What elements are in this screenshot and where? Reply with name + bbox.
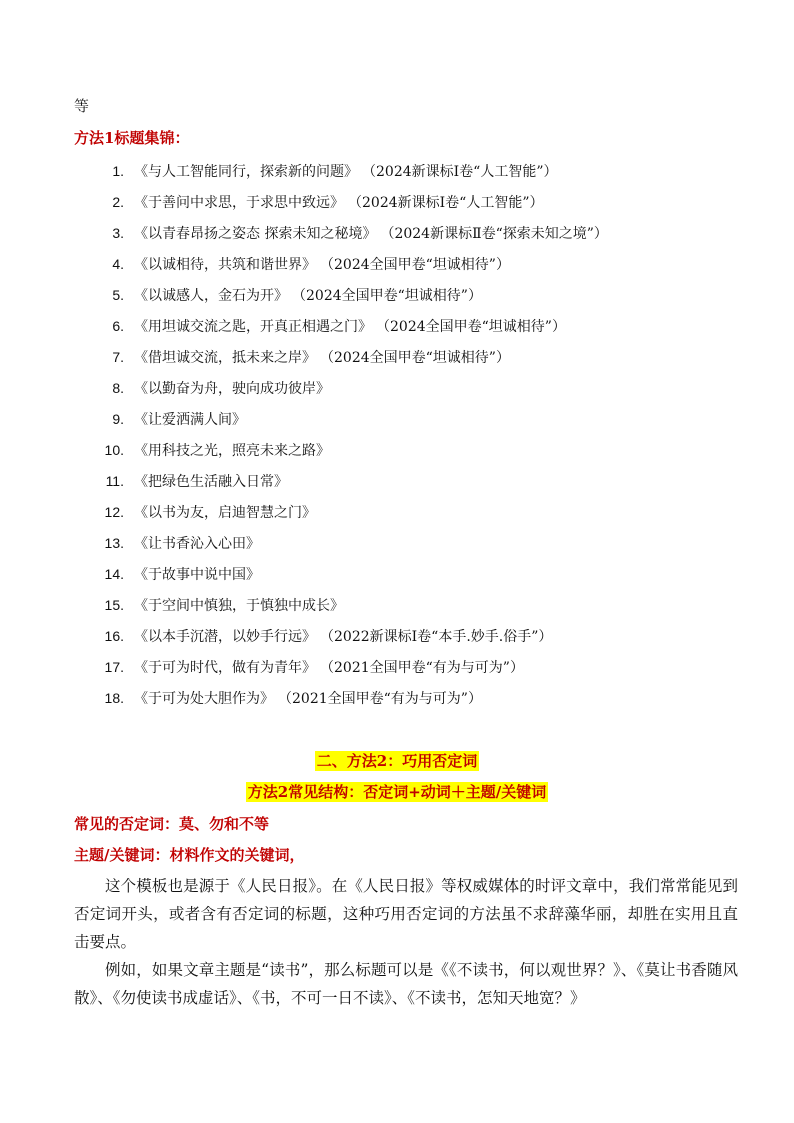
list-item-title: 《于故事中说中国》 — [134, 566, 260, 583]
list-item-title: 《于可为处大胆作为》 — [134, 690, 274, 707]
list-item-number: 6. — [112, 317, 124, 334]
negative-words-line: 常见的否定词：莫、勿和不等 — [74, 815, 270, 833]
list-item-title: 《于善问中求思，于求思中致远》 — [134, 194, 344, 211]
section2-subheading-text: 方法2常见结构：否定词+动词＋主题/关键词 — [247, 783, 547, 801]
list-item-title: 《以青春昂扬之姿态 探索未知之秘境》 — [134, 225, 377, 242]
list-item — [74, 496, 754, 527]
list-item — [74, 279, 754, 310]
list-item-title: 《以诚相待，共筑和谐世界》 — [134, 256, 316, 273]
list-item-source: （2021全国甲卷“有为与可为”） — [278, 690, 482, 707]
list-item — [74, 465, 754, 496]
list-item-number: 18. — [104, 689, 124, 706]
list-item-source: （2024全国甲卷“坦诚相待”） — [320, 349, 510, 366]
list-item-number: 7. — [112, 348, 124, 365]
list-item-title: 《以诚感人，金石为开》 — [134, 287, 288, 304]
list-item-number: 13. — [104, 534, 124, 551]
paragraph-2: 例如，如果文章主题是“读书”，那么标题可以是《《不读书，何以观世界？》、《莫让书香随风散》、《勿使读书成虚话》、《书，不可一日不读》、《不读书，怎知天地宽？》 — [74, 961, 738, 1007]
list-item — [74, 434, 754, 465]
list-item — [74, 651, 754, 682]
section2-heading-text: 二、方法2：巧用否定词 — [316, 752, 478, 770]
list-item — [74, 403, 754, 434]
list-item-source: （2024新课标Ⅱ卷“探索未知之境”） — [380, 225, 608, 242]
lead-text: 等 — [74, 97, 90, 115]
list-item — [74, 527, 754, 558]
list-item — [74, 589, 754, 620]
list-item-title: 《于可为时代，做有为青年》 — [134, 659, 316, 676]
keywords-line: 主题/关键词：材料作文的关键词， — [74, 846, 305, 864]
list-item-number: 15. — [104, 596, 124, 613]
list-item-number: 8. — [112, 379, 124, 396]
list-item-source: （2024全国甲卷“坦诚相待”） — [292, 287, 482, 304]
list-item-source: （2024全国甲卷“坦诚相待”） — [320, 256, 510, 273]
list-item-number: 1. — [112, 162, 124, 179]
list-item — [74, 155, 754, 186]
title-list — [74, 155, 754, 713]
list-item — [74, 341, 754, 372]
list-item-number: 11. — [105, 472, 124, 489]
paragraph-1: 这个模板也是源于《人民日报》。在《人民日报》等权威媒体的时评文章中，我们常常能见到否定词开头，或者含有否定词的标题，这种巧用否定词的方法虽不求辞藻华丽，却胜在实用且直击要点。 — [74, 877, 738, 951]
list-item-title: 《借坦诚交流，抵未来之岸》 — [134, 349, 316, 366]
list-item-number: 4. — [112, 255, 124, 272]
list-item-number: 10. — [104, 441, 124, 458]
list-item-number: 3. — [112, 224, 124, 241]
list-item — [74, 558, 754, 589]
list-item-title: 《以书为友，启迪智慧之门》 — [134, 504, 316, 521]
list-item-title: 《把绿色生活融入日常》 — [134, 473, 288, 490]
list-item — [74, 186, 754, 217]
list-item-source: （2022新课标Ⅰ卷“本手.妙手.俗手”） — [320, 628, 553, 645]
section2-subheading — [0, 781, 794, 802]
list-item-source: （2021全国甲卷“有为与可为”） — [320, 659, 524, 676]
list-item-title: 《让爱洒满人间》 — [134, 411, 246, 428]
list-item-number: 14. — [104, 565, 124, 582]
section2-heading — [0, 750, 794, 771]
list-item — [74, 310, 754, 341]
list-item — [74, 620, 754, 651]
list-item-number: 2. — [112, 193, 124, 210]
list-item-source: （2024新课标Ⅰ卷“人工智能”） — [362, 163, 558, 180]
list-item-number: 16. — [104, 627, 124, 644]
list-item-title: 《于空间中慎独，于慎独中成长》 — [134, 597, 344, 614]
list-item-title: 《以本手沉潜，以妙手行远》 — [134, 628, 316, 645]
list-item-number: 12. — [104, 503, 124, 520]
list-item-title: 《让书香沁入心田》 — [134, 535, 260, 552]
list-item-number: 9. — [112, 410, 124, 427]
list-item-number: 5. — [112, 286, 124, 303]
list-item — [74, 372, 754, 403]
list-item-number: 17. — [104, 658, 124, 675]
section1-heading: 方法1标题集锦： — [74, 129, 190, 147]
list-item — [74, 248, 754, 279]
list-item-source: （2024新课标Ⅰ卷“人工智能”） — [348, 194, 544, 211]
list-item — [74, 682, 754, 713]
list-item-title: 《以勤奋为舟，驶向成功彼岸》 — [134, 380, 330, 397]
list-item — [74, 217, 754, 248]
list-item-source: （2024全国甲卷“坦诚相待”） — [376, 318, 566, 335]
list-item-title: 《用科技之光，照亮未来之路》 — [134, 442, 330, 459]
list-item-title: 《用坦诚交流之匙，开真正相遇之门》 — [134, 318, 372, 335]
list-item-title: 《与人工智能同行，探索新的问题》 — [134, 163, 358, 180]
